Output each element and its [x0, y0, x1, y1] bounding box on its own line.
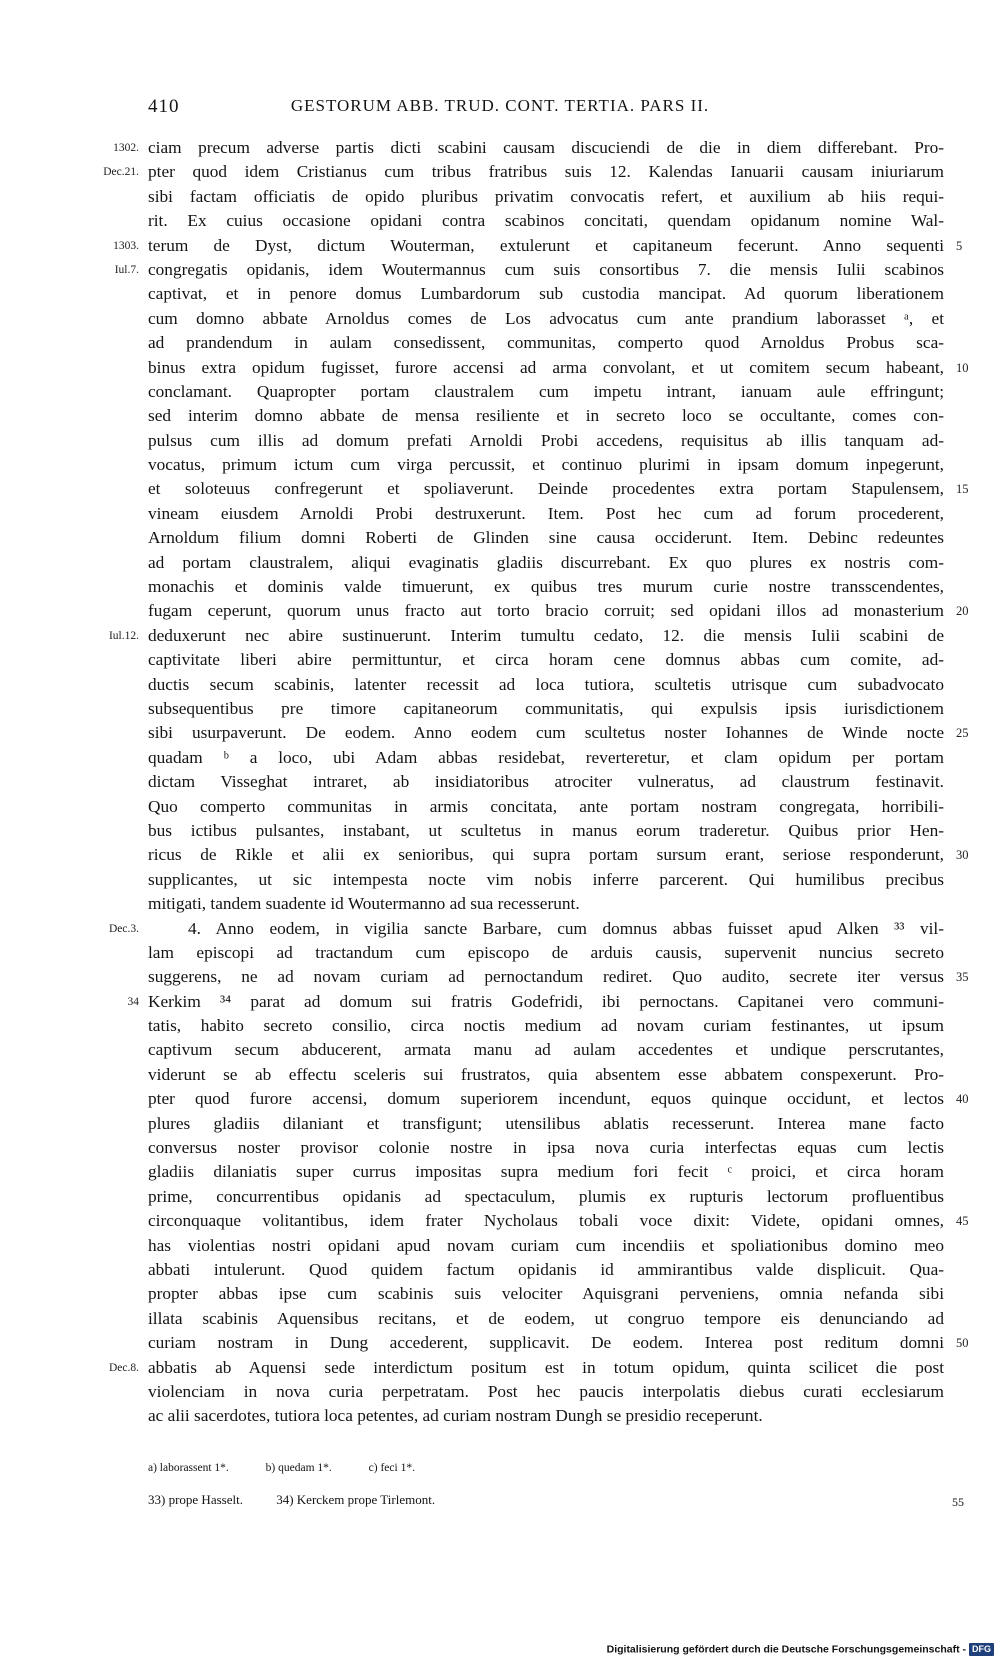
line-text: captivitate liberi abire permittuntur, et circa horam cene domnus abbas cum comite, ad- — [148, 650, 944, 670]
line-text: binus extra opidum fugisset, furore accensi ad arma convolant, et ut comitem secum habeant, — [148, 357, 944, 377]
footnote-c: c) feci 1*. — [368, 1462, 415, 1474]
line-text: has violentias nostri opidani apud novam curiam cum incendiis et spoliationibus domino meo — [148, 1235, 944, 1255]
line-number: 25 — [956, 726, 969, 741]
line-text: circonquaque volitantibus, idem frater Nycholaus tobali voce dixit: Videte, opidani omnes, — [148, 1211, 944, 1231]
line-text: tatis, habito secreto consilio, circa noctis medium ad novam curiam festinantes, ut ipsum — [148, 1016, 944, 1036]
text-line — [148, 648, 944, 672]
line-text: Kerkim ³⁴ parat ad domum sui fratris Godefridi, ibi pernoctans. Capitanei vero communi- — [148, 991, 944, 1011]
apparatus-footnotes — [148, 1462, 648, 1474]
line-number: 50 — [956, 1336, 969, 1351]
line-text: abbatis ab Aquensi sede interdictum positum est in totum opidum, quinta scilicet die post — [148, 1357, 944, 1377]
text-line — [108, 917, 944, 941]
text-line — [148, 746, 944, 770]
line-text: et soloteuus confregerunt et spoliaverunt. Deinde procedentes extra portam Stapulensem, — [148, 479, 944, 499]
text-line — [148, 1160, 944, 1184]
line-text: sed interim domno abbate de mensa resiliente et in secreto loco se occultante, comes con- — [148, 406, 944, 426]
margin-date: Iul.7. — [114, 263, 139, 276]
footnote-a: a) laborassent 1*. — [148, 1462, 229, 1474]
text-line — [148, 404, 944, 428]
line-text: sibi factam officiatis de opido pluribus privatim convocatis refert, et auxilium ab hiis requi- — [148, 186, 944, 206]
footnote-33: 33) prope Hasselt. — [148, 1492, 243, 1507]
text-line — [148, 1282, 944, 1306]
line-text: monachis et dominis valde timuerunt, ex quibus tres murum curie nostre transscendentes, — [148, 577, 944, 597]
margin-date: 34 — [127, 995, 139, 1008]
line-text: ac alii sacerdotes, tutiora loca petentes, ad curiam nostram Dungh se presidio receperunt. — [148, 1406, 763, 1426]
text-line — [103, 160, 944, 184]
line-text: propter abbas ipse cum scabinis suis velociter Aquisgrani perveniens, omnia nefanda sibi — [148, 1284, 944, 1304]
line-text: conversus noster provisor colonie nostre in ipsa nova curia interfectas equas cum lectis — [148, 1138, 944, 1158]
line-text: dictam Visseghat intraret, ab insidiatoribus atrociter vulneratus, ad claustrum festinavit. — [148, 772, 944, 792]
text-line — [148, 429, 944, 453]
text-line — [148, 892, 944, 916]
text-line — [148, 1331, 969, 1355]
text-line — [148, 1380, 944, 1404]
line-text: violenciam in nova curia perpetratam. Post hec paucis interpolatis diebus curati ecclesiarum — [148, 1381, 944, 1401]
footnote-b: b) quedam 1*. — [265, 1462, 332, 1474]
line-text: mitigati, tandem suadente id Woutermanno ad sua recesserunt. — [148, 894, 580, 914]
line-text: deduxerunt nec abire sustinuerunt. Interim tumultu cedato, 12. die mensis Iulii scabini de — [148, 625, 944, 645]
text-line — [148, 282, 944, 306]
text-line — [148, 599, 969, 623]
margin-date: 1302. — [113, 142, 139, 154]
text-line — [148, 843, 969, 867]
text-line — [148, 1112, 944, 1136]
line-text: fugam ceperunt, quorum unus fracto aut torto bracio corruit; sed opidani illos ad monasterium — [148, 601, 944, 621]
text-line — [113, 136, 944, 160]
text-line — [148, 209, 944, 233]
text-line — [148, 1063, 944, 1087]
text-line — [148, 1404, 944, 1428]
text-line — [148, 770, 944, 794]
line-text: ad portam claustralem, aliqui evaginatis gladiis discurrebant. Ex quo plures ex nostris com- — [148, 552, 944, 572]
line-number: 20 — [956, 604, 969, 619]
line-text: vocatus, primum ictum cum virga percussit, et continuo plurimi in ipsam domum inpegerunt, — [148, 455, 944, 475]
line-text: Arnoldum filium domni Roberti de Glinden sine causa occiderunt. Item. Debinc redeuntes — [148, 528, 944, 548]
text-line — [148, 1307, 944, 1331]
line-text: sibi usurpaverunt. De eodem. Anno eodem cum scultetus noster Iohannes de Winde nocte — [148, 723, 944, 743]
text-line — [148, 795, 944, 819]
line-text: viderunt se ab effectu sceleris sui frustratos, quia absentem esse abbatem conspexerunt. Pro- — [148, 1064, 944, 1084]
line-text: Quo comperto communitas in armis concitata, ante portam nostram congregata, horribili- — [148, 796, 944, 816]
line-text: suggerens, ne ad novam curiam ad pernoctandum rediret. Quo audito, secrete iter versus — [148, 967, 944, 987]
text-line — [148, 1014, 944, 1038]
line-text: abbati intulerunt. Quod quidem factum opidanis id ammirantibus valde displicuit. Qua- — [148, 1259, 944, 1279]
line-text: vineam eiusdem Arnoldi Probi destruxerunt. Item. Post hec cum ad forum procederent, — [148, 503, 944, 523]
funding-banner — [600, 1643, 994, 1659]
line-text: bus ictibus pulsantes, instabant, ut scultetus in manus eorum traderetur. Quibus prior Hen- — [148, 820, 944, 840]
line-text: curiam nostram in Dung accederent, supplicavit. De eodem. Interea post reditum domni — [148, 1333, 944, 1353]
text-line — [148, 502, 944, 526]
line-text: cum domno abbate Arnoldus comes de Los advocatus cum ante prandium laborasset ᵃ, et — [148, 308, 944, 328]
line-text: quadam ᵇ a loco, ubi Adam abbas residebat, reverteretur, et clam opidum per portam — [148, 747, 944, 767]
text-line — [148, 575, 944, 599]
text-line — [148, 1087, 969, 1111]
line-text: ad prandendum in aulam consedissent, communitas, comperto quod Arnoldus Probus sca- — [148, 333, 944, 353]
text-line — [114, 258, 944, 282]
margin-date: Dec.3. — [108, 922, 139, 935]
page-number: 410 — [148, 96, 180, 117]
text-line — [148, 185, 944, 209]
line-text: lam episcopi ad tractandum cum episcopo de arduis causis, supervenit nuncius secreto — [148, 942, 944, 962]
line-text: pter quod idem Cristianus cum tribus fratribus suis 12. Kalendas Ianuarii causam iniuriarum — [148, 162, 944, 182]
margin-date: Dec.8. — [108, 1361, 139, 1374]
text-line — [148, 331, 944, 355]
line-number: 15 — [956, 482, 969, 497]
line-text: congregatis opidanis, idem Woutermannus cum suis consortibus 7. die mensis Iulii scabinos — [148, 259, 944, 279]
dfg-logo-icon: DFG — [969, 1643, 994, 1656]
text-line — [148, 1234, 944, 1258]
text-line — [148, 380, 944, 404]
line-text: ductis secum scabinis, latenter recessit ad loca tutiora, scultetis utrisque cum subadvocato — [148, 674, 944, 694]
margin-date: 1303. — [113, 239, 139, 252]
text-line — [148, 721, 969, 745]
line-text: conclamant. Quapropter portam claustralem cum impetu intrant, ianuam aule effringunt; — [148, 381, 944, 401]
text-line — [148, 965, 969, 989]
line-text: prime, concurrentibus opidanis ad spectaculum, plumis ex rupturis lectorum profluentibus — [148, 1186, 944, 1206]
line-number: 5 — [956, 238, 963, 253]
text-line — [148, 1209, 969, 1233]
line-text: ricus de Rikle et alii ex senioribus, qui supra portam sursum erant, seriose responderunt, — [148, 845, 944, 865]
line-text: pulsus cum illis ad domum prefati Arnoldi Probi accedens, requisitus ab illis tanquam ad- — [148, 430, 944, 450]
line-text: ciam precum adverse partis dicti scabini causam discuciendi de die in diem differebant. Pro- — [148, 138, 944, 157]
text-line — [108, 624, 944, 648]
text-line — [148, 673, 944, 697]
line-number: 30 — [956, 848, 969, 863]
explanatory-footnotes — [148, 1492, 964, 1512]
line-number: 35 — [956, 970, 969, 985]
text-line — [127, 990, 944, 1014]
line-number: 10 — [956, 360, 969, 375]
line-text: captivum secum abducerent, armata manu ad aulam accedentes et undique perscrutantes, — [148, 1040, 944, 1060]
text-line — [148, 868, 944, 892]
text-line — [148, 526, 944, 550]
margin-date: Iul.12. — [108, 629, 139, 642]
text-line — [113, 234, 963, 258]
line-text: 4. Anno eodem, in vigilia sancte Barbare, cum domnus abbas fuisset apud Alken ³³ vil- — [188, 918, 944, 938]
text-line — [148, 697, 944, 721]
line-number: 45 — [956, 1214, 969, 1229]
text-line — [148, 819, 944, 843]
text-line — [148, 1258, 944, 1282]
line-text: rit. Ex cuius occasione opidani contra scabinos concitati, quendam opidanum nomine Wal- — [148, 211, 944, 231]
line-text: subsequentibus pre timore capitaneorum communitatis, qui expulsis ipsis iurisdictionem — [148, 698, 944, 718]
text-line — [148, 307, 944, 331]
line-text: plures gladiis dilaniant et transfigunt; utensilibus ablatis recesserunt. Interea mane facto — [148, 1113, 944, 1133]
text-line — [148, 551, 944, 575]
text-line — [108, 1356, 944, 1380]
line-text: terum de Dyst, dictum Wouterman, extulerunt et capitaneum fecerunt. Anno sequenti — [148, 235, 944, 255]
text-line — [148, 1038, 944, 1062]
line-text: pter quod furore accensi, domum superiorem incendunt, equos quinque occidunt, et lectos — [148, 1089, 944, 1109]
line-number: 40 — [956, 1092, 969, 1107]
text-line — [148, 477, 969, 501]
signature-mark: 55 — [952, 1495, 964, 1509]
funding-text: Digitalisierung gefördert durch die Deutsche Forschungsgemeinschaft - — [606, 1643, 966, 1656]
line-text: gladiis dilaniatis super currus impositas supra medium fori fecit ᶜ proici, et circa horam — [148, 1162, 944, 1182]
text-line — [148, 1185, 944, 1209]
text-line — [148, 453, 944, 477]
running-title: GESTORUM ABB. TRUD. CONT. TERTIA. PARS II. — [290, 96, 710, 115]
footnote-34: 34) Kerckem prope Tirlemont. — [276, 1492, 436, 1507]
margin-date: Dec.21. — [103, 166, 139, 179]
line-text: captivat, et in penore domus Lumbardorum sub custodia mancipat. Ad quorum liberationem — [148, 284, 944, 304]
text-line — [148, 1136, 944, 1160]
text-line — [148, 356, 969, 380]
line-text: illata scabinis Aquensibus recitans, et de eodem, ut congruo tempore eis denunciando ad — [148, 1308, 944, 1328]
body-text — [103, 136, 969, 1429]
line-text: supplicantes, ut sic intempesta nocte vim nobis inferre parcerent. Qui humilibus precibus — [148, 869, 944, 889]
page-header — [0, 96, 1000, 124]
text-line — [148, 941, 944, 965]
